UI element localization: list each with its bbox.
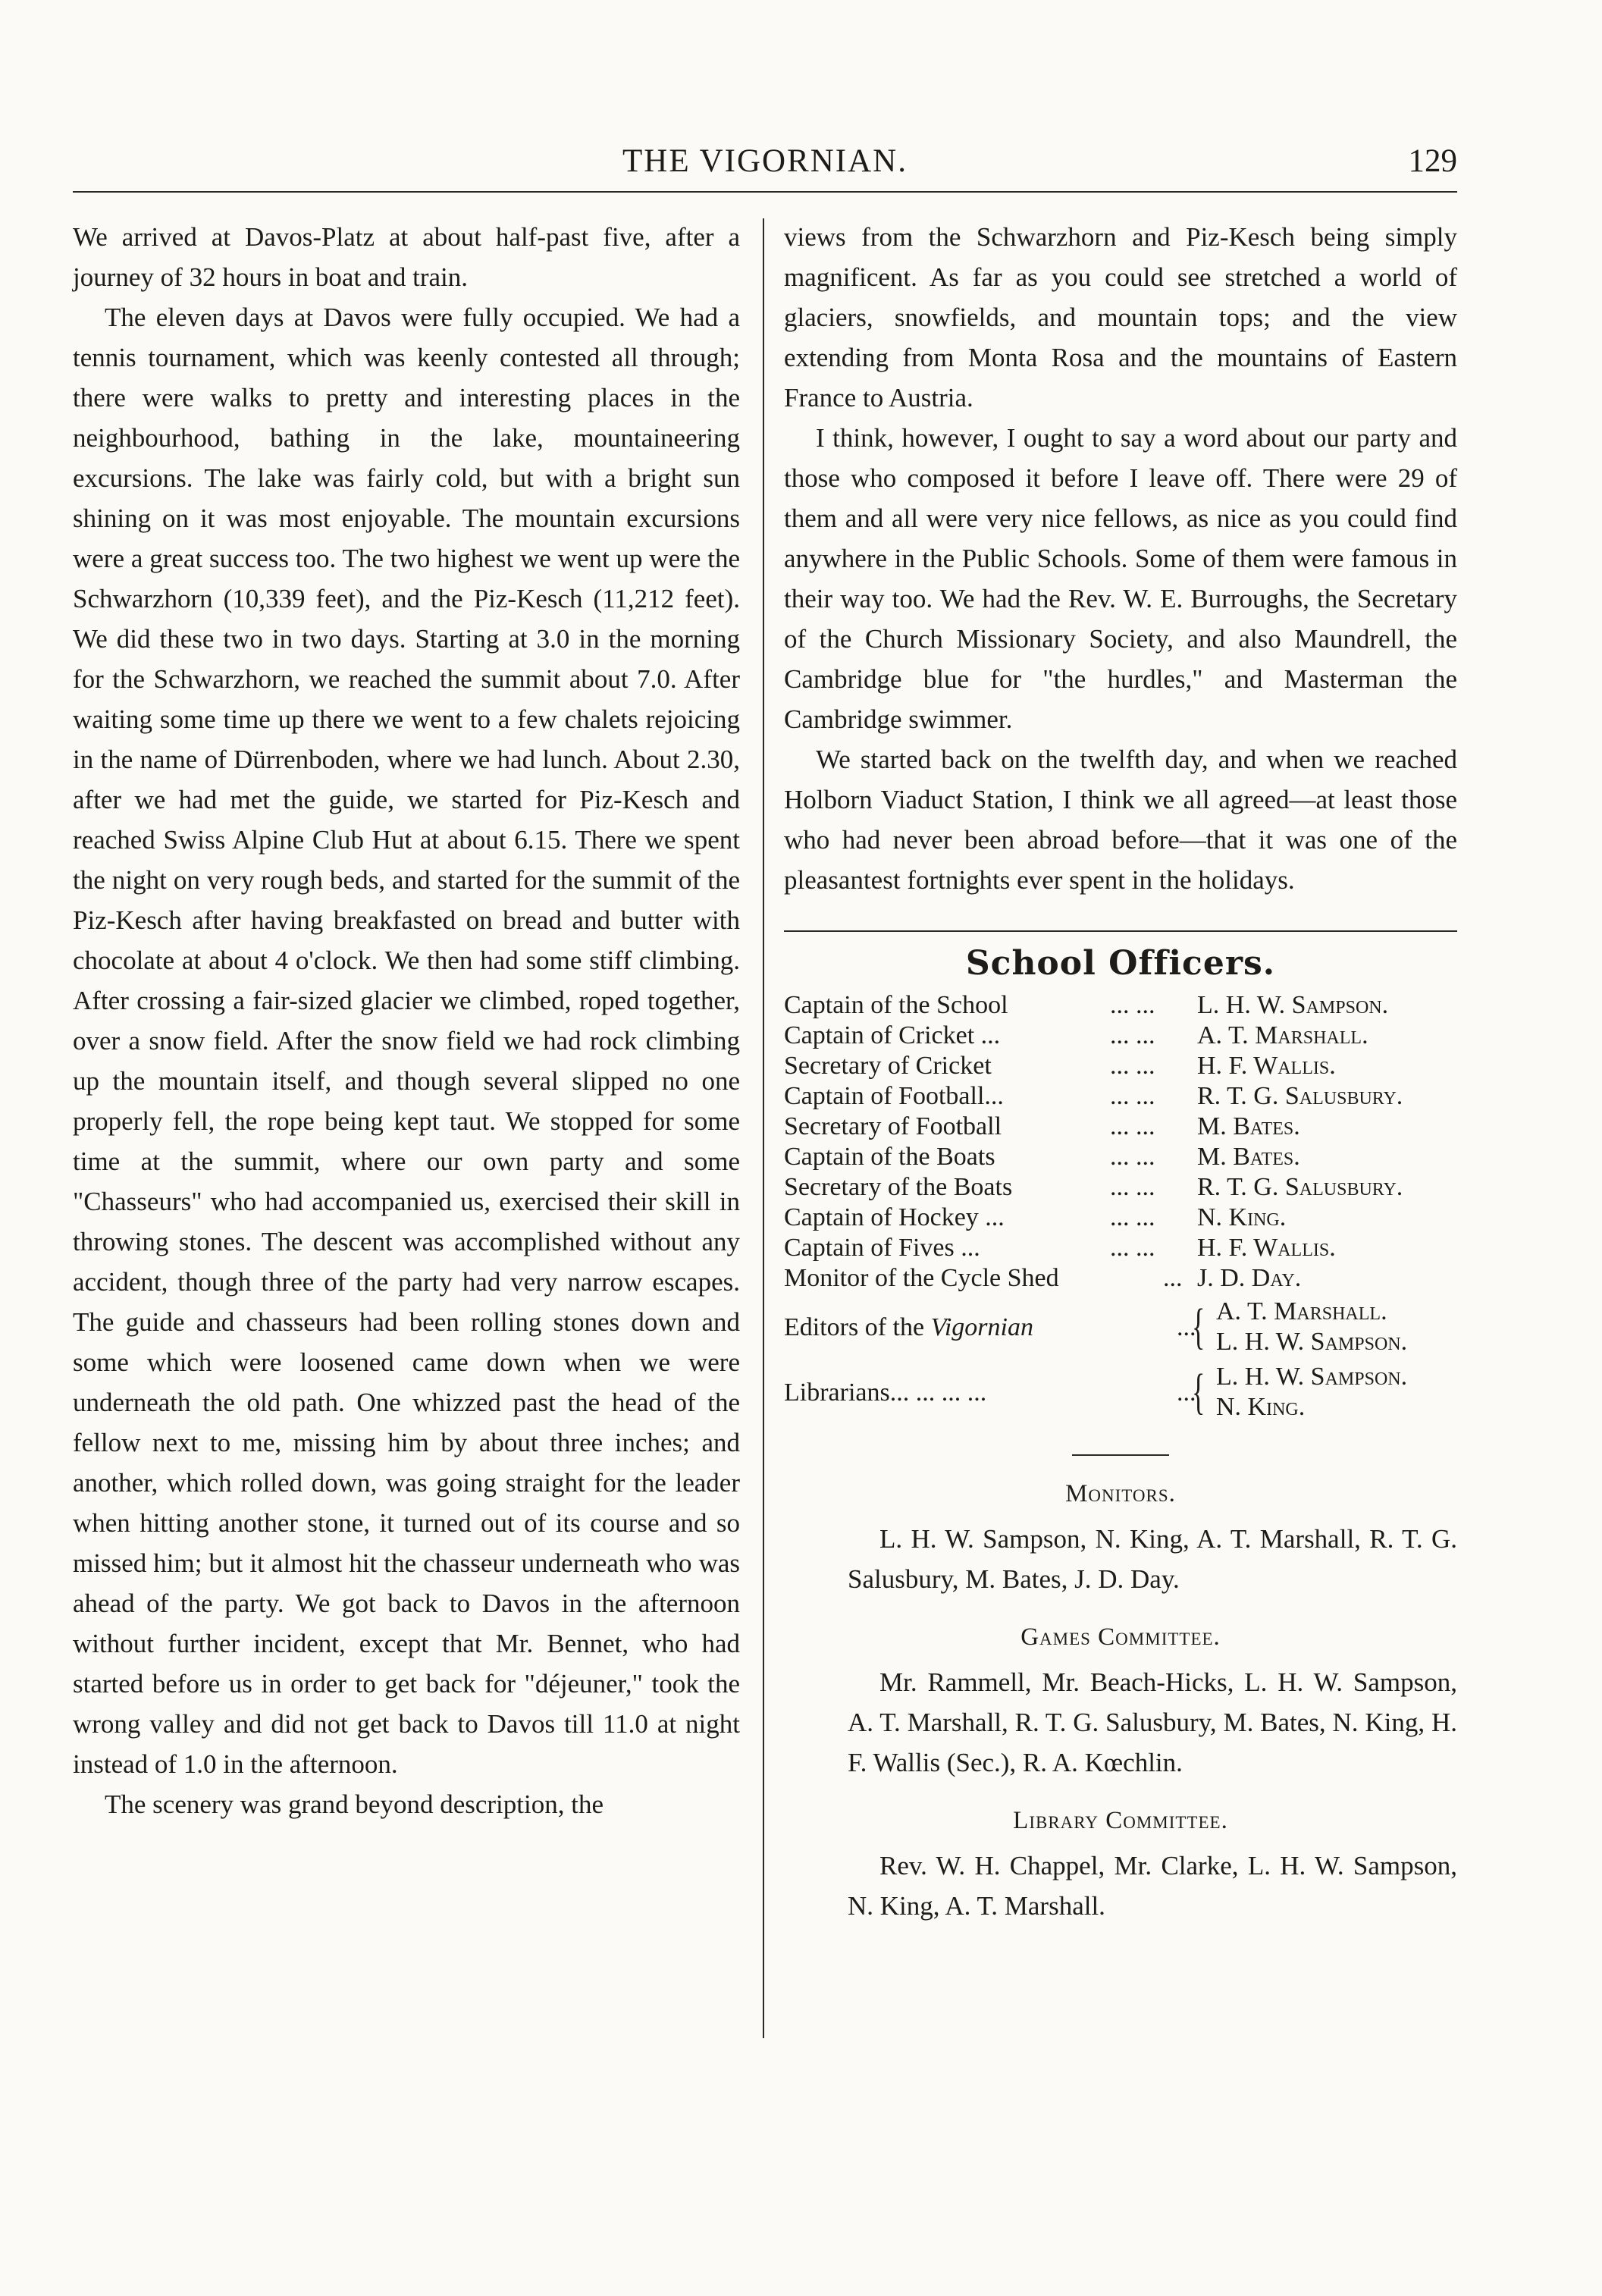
editors-leader-dots: ... [1177, 1313, 1196, 1341]
officer-row [784, 1021, 1457, 1051]
games-committee-list: Mr. Rammell, Mr. Beach-Hicks, L. H. W. Sampson, A. T. Marshall, R. T. G. Salusbury, M. Bates, N. King, H. F. Wallis (Sec.), R. A. Kœchlin. [848, 1667, 1457, 1777]
librarian-name: L. H. W. Sampson. [1216, 1363, 1408, 1391]
school-officers-title: School Officers. [965, 944, 1276, 983]
officer-leader-dots: ... ... [1110, 1112, 1155, 1140]
officer-role: Secretary of the Boats [784, 1173, 1013, 1201]
officers-list [784, 990, 1457, 1424]
officer-name: H. F. Wallis. [1197, 1234, 1336, 1262]
officer-role: Captain of Fives ... [784, 1234, 980, 1262]
librarians-names [1216, 1362, 1407, 1422]
right-column [784, 217, 1457, 1926]
paragraph-party: I think, however, I ought to say a word about our party and those who composed it before I leave off. There were 29 of them and all were very nice fellows, as nice as you could find anywhere in the Public Schools. Some of them were famous in their way too. We had the Rev. W. E. Burroughs, the Secretary of the Church Missionary Society, and also Maundrell, the Cambridge blue for "the hurdles," and Masterman the Cambridge swimmer. [784, 423, 1457, 734]
officer-row [784, 990, 1457, 1021]
officer-name: M. Bates. [1197, 1143, 1300, 1171]
librarian-name: N. King. [1216, 1393, 1306, 1421]
officer-role: Captain of Football... [784, 1082, 1004, 1110]
editor-name: L. H. W. Sampson. [1216, 1328, 1408, 1356]
officer-name: N. King. [1197, 1203, 1287, 1231]
editors-role-prefix: Editors of the [784, 1313, 931, 1341]
officer-name: H. F. Wallis. [1197, 1052, 1336, 1080]
librarians-role: Librarians... ... ... ... [784, 1379, 987, 1407]
officer-leader-dots: ... [1163, 1264, 1183, 1292]
officer-name: A. T. Marshall. [1197, 1021, 1368, 1049]
games-committee-heading: Games Committee. [1020, 1623, 1221, 1651]
officer-row [784, 1081, 1457, 1112]
short-rule [1072, 1454, 1169, 1456]
officer-name: J. D. Day. [1197, 1264, 1302, 1292]
officer-name: R. T. G. Salusbury. [1197, 1173, 1403, 1201]
paragraph-return: We started back on the twelfth day, and when we reached Holborn Viaduct Station, I think we all agreed—at least those who had never been abroad before—that it was one of the pleasantest fortnights ever spent in the holidays. [784, 745, 1457, 895]
running-head [73, 143, 1457, 196]
brace-glyph: { [1192, 1299, 1205, 1354]
brace-glyph: { [1192, 1364, 1205, 1419]
officer-leader-dots: ... ... [1110, 1021, 1155, 1049]
editors-role-italic: Vigornian [930, 1313, 1033, 1341]
officer-row [784, 1142, 1457, 1172]
officer-role: Secretary of Football [784, 1112, 1002, 1140]
officer-name: M. Bates. [1197, 1112, 1300, 1140]
library-committee-heading: Library Committee. [1013, 1807, 1228, 1834]
officer-leader-dots: ... ... [1110, 1234, 1155, 1262]
paragraph-arrival: We arrived at Davos-Platz at about half-past five, after a journey of 32 hours in boat and train. [73, 222, 740, 292]
officer-leader-dots: ... ... [1110, 991, 1155, 1019]
editors-group [784, 1297, 1457, 1359]
editors-role [784, 1313, 1033, 1343]
monitors-heading: Monitors. [1065, 1480, 1176, 1507]
officer-role: Captain of Hockey ... [784, 1203, 1005, 1231]
editors-names [1216, 1297, 1407, 1357]
officer-leader-dots: ... ... [1110, 1203, 1155, 1231]
officer-row [784, 1233, 1457, 1263]
officer-role: Captain of Cricket ... [784, 1021, 1001, 1049]
page-number: 129 [1408, 143, 1457, 179]
officer-leader-dots: ... ... [1110, 1082, 1155, 1110]
officer-name: R. T. G. Salusbury. [1197, 1082, 1403, 1110]
officer-leader-dots: ... ... [1110, 1143, 1155, 1171]
journal-title: THE VIGORNIAN. [622, 143, 908, 179]
librarians-leader-dots: ... [1177, 1379, 1196, 1407]
officer-role: Captain of the School [784, 991, 1008, 1019]
officer-role: Monitor of the Cycle Shed [784, 1264, 1059, 1292]
officer-role: Captain of the Boats [784, 1143, 995, 1171]
librarians-group [784, 1362, 1457, 1424]
officer-row [784, 1172, 1457, 1203]
header-rule [73, 191, 1457, 193]
officer-row [784, 1203, 1457, 1233]
monitors-list: L. H. W. Sampson, N. King, A. T. Marshall, R. T. G. Salusbury, M. Bates, J. D. Day. [848, 1524, 1457, 1594]
paragraph-scenery-cont: views from the Schwarzhorn and Piz-Kesch being simply magnificent. As far as you could see stretched a world of glaciers, snowfields, and mountain tops; and the view extending from Monta Rosa and the mountains of Eastern France to Austria. [784, 222, 1457, 412]
left-column [73, 217, 740, 1824]
column-divider [763, 218, 764, 2038]
officer-row [784, 1051, 1457, 1081]
officer-role: Secretary of Cricket [784, 1052, 992, 1080]
officer-name: L. H. W. Sampson. [1197, 991, 1389, 1019]
paragraph-davos-days: The eleven days at Davos were fully occupied. We had a tennis tournament, which was keenly contested all through; there were walks to pretty and interesting places in the neighbourhood, bathing in the lake, mountaineering excursions. The lake was fairly cold, but with a bright sun shining on it was most enjoyable. The mountain excursions were a great success too. The two highest we went up were the Schwarzhorn (10,339 feet), and the Piz-Kesch (11,212 feet). We did these two in two days. Starting at 3.0 in the morning for the Schwarzhorn, we reached the summit about 7.0. After waiting some time up there we went to a few chalets rejoicing in the name of Dürrenboden, where we had lunch. About 2.30, after we had met the guide, we started for Piz-Kesch and reached Swiss Alpine Club Hut at about 6.15. There we spent the night on very rough beds, and started for the summit of the Piz-Kesch after having breakfasted on bread and butter with chocolate at about 4 o'clock. We then had some stiff climbing. After crossing a fair-sized glacier we climbed, roped together, over a snow field. After the snow field we had rock climbing up the mountain itself, and though several slipped no one properly fell, the rope being kept taut. We stopped for some time at the summit, where our own party and some "Chasseurs" who had accompanied us, exercised their skill in throwing stones. The descent was accomplished without any accident, though three of the party had very narrow escapes. The guide and chasseurs had been rolling stones down and some which were loosened came down when we were underneath the old path. One whizzed past the head of the fellow next to me, missing him by about three inches; and another, which rolled down, was going straight for the leader when hitting another stone, it turned out of its course and so missed him; but it almost hit the chasseur underneath who was ahead of the party. We got back to Davos in the afternoon without further incident, except that Mr. Bennet, who had started before us in order to get back for "déjeuner," took the wrong valley and did not get back to Davos till 11.0 at night instead of 1.0 in the afternoon. [73, 303, 740, 1779]
officer-row [784, 1112, 1457, 1142]
officer-row [784, 1263, 1457, 1294]
editor-name: A. T. Marshall. [1216, 1297, 1387, 1325]
paragraph-scenery-start: The scenery was grand beyond description, the [105, 1789, 603, 1819]
officer-leader-dots: ... ... [1110, 1052, 1155, 1080]
library-committee-list: Rev. W. H. Chappel, Mr. Clarke, L. H. W. Sampson, N. King, A. T. Marshall. [848, 1851, 1457, 1921]
officer-leader-dots: ... ... [1110, 1173, 1155, 1201]
section-rule [784, 930, 1457, 932]
